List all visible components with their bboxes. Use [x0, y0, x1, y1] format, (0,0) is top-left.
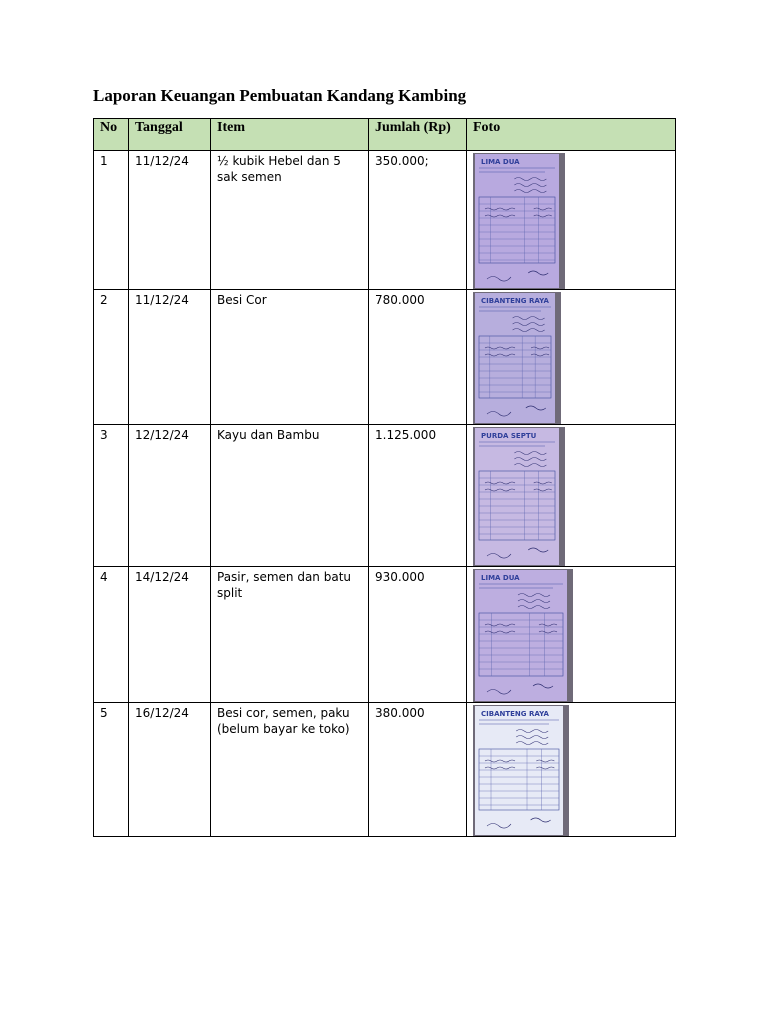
svg-text:PURDA SEPTU: PURDA SEPTU	[481, 432, 537, 440]
cell-no: 2	[94, 290, 129, 425]
header-photo: Foto	[467, 119, 676, 151]
finance-table	[93, 118, 676, 837]
cell-date: 11/12/24	[129, 151, 211, 290]
cell-no: 1	[94, 151, 129, 290]
cell-photo	[467, 290, 676, 425]
receipt-photo	[473, 427, 565, 566]
cell-photo	[467, 567, 676, 703]
header-no: No	[94, 119, 129, 151]
cell-date: 12/12/24	[129, 425, 211, 567]
cell-item: ½ kubik Hebel dan 5 sak semen	[211, 151, 369, 290]
cell-amount: 380.000	[369, 703, 467, 837]
receipt-photo	[473, 153, 565, 289]
receipt-photo	[473, 292, 561, 424]
svg-text:LIMA DUA: LIMA DUA	[481, 158, 520, 166]
svg-text:LIMA DUA: LIMA DUA	[481, 574, 520, 582]
table-row	[94, 151, 676, 290]
cell-amount: 930.000	[369, 567, 467, 703]
cell-photo	[467, 151, 676, 290]
cell-item: Kayu dan Bambu	[211, 425, 369, 567]
receipt-photo	[473, 569, 573, 702]
table-row	[94, 703, 676, 837]
table-row	[94, 567, 676, 703]
cell-date: 16/12/24	[129, 703, 211, 837]
table-row	[94, 425, 676, 567]
cell-photo	[467, 703, 676, 837]
cell-item: Besi Cor	[211, 290, 369, 425]
cell-date: 14/12/24	[129, 567, 211, 703]
header-item: Item	[211, 119, 369, 151]
cell-no: 5	[94, 703, 129, 837]
cell-photo	[467, 425, 676, 567]
cell-date: 11/12/24	[129, 290, 211, 425]
document-title: Laporan Keuangan Pembuatan Kandang Kambing	[93, 86, 467, 105]
table-header-row	[94, 119, 676, 151]
cell-amount: 780.000	[369, 290, 467, 425]
cell-amount: 350.000;	[369, 151, 467, 290]
cell-item: Besi cor, semen, paku (belum bayar ke toko)	[211, 703, 369, 837]
svg-text:CIBANTENG RAYA: CIBANTENG RAYA	[481, 297, 549, 305]
cell-no: 3	[94, 425, 129, 567]
svg-text:CIBANTENG RAYA: CIBANTENG RAYA	[481, 710, 549, 718]
cell-no: 4	[94, 567, 129, 703]
table-row	[94, 290, 676, 425]
cell-amount: 1.125.000	[369, 425, 467, 567]
header-amount: Jumlah (Rp)	[369, 119, 467, 151]
cell-item: Pasir, semen dan batu split	[211, 567, 369, 703]
receipt-photo	[473, 705, 569, 836]
header-date: Tanggal	[129, 119, 211, 151]
